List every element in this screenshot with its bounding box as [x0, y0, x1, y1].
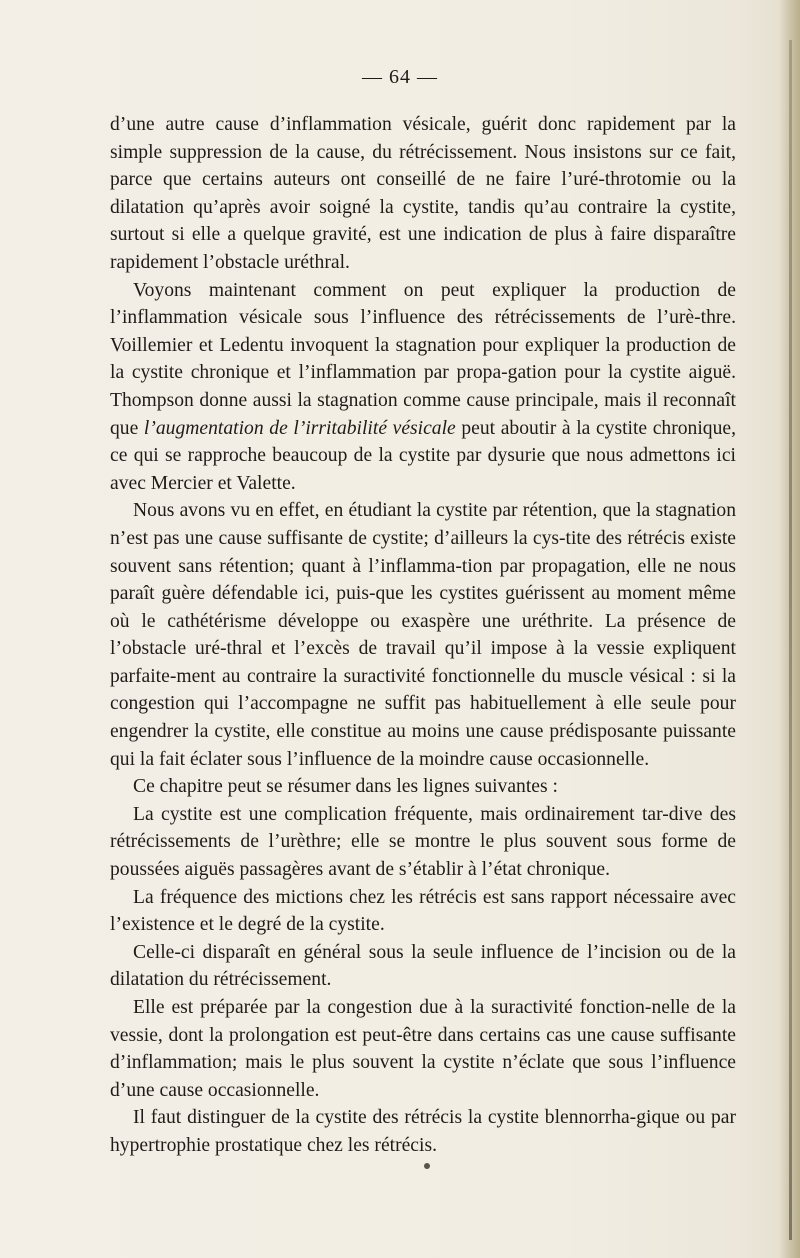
paragraph-1: d’une autre cause d’inflammation vésicale, guérit donc rapidement par la simple suppression de la cause, du rétrécissement. Nous insistons sur ce fait, parce que certains auteurs ont conseillé de ne faire l’uré-throtomie ou la dilatation qu’après avoir soigné la cystite, tandis qu’au contraire la cystite, surtout si elle a quelque gravité, est une indication de plus à faire disparaître rapidement l’obstacle uréthral.: [110, 114, 736, 273]
paragraph-7: Celle-ci disparaît en général sous la seule influence de l’incision ou de la dilatation du rétrécissement.: [110, 941, 736, 991]
paragraph-6: La fréquence des mictions chez les rétrécis est sans rapport nécessaire avec l’existence et le degré de la cystite.: [110, 886, 736, 936]
paragraph-2: [110, 277, 736, 498]
binding-edge-line: [789, 40, 792, 1240]
ink-spot: [424, 1163, 430, 1169]
paragraph-4: Ce chapitre peut se résumer dans les lignes suivantes :: [133, 776, 558, 798]
paragraph-8: Elle est préparée par la congestion due à la suractivité fonction-nelle de la vessie, dont la prolongation est peut-être dans certains cas une cause suffisante d’inflammation; mais le plus souvent la cystite n’éclate que sous l’influence d’une cause occasionnelle.: [110, 997, 736, 1101]
paragraph-5: La cystite est une complication fréquente, mais ordinairement tar-dive des rétrécissements de l’urèthre; elle se montre le plus souvent sous forme de poussées aiguës passagères avant de s’établir à l’état chronique.: [110, 803, 736, 881]
body-text: [110, 111, 736, 1160]
paragraph-2-part-1: Voyons maintenant comment on peut expliquer la production de l’inflammation vésicale sous l’influence des rétrécissements de l’urè-thre. Voillemier et Ledentu invoquent la stagnation pour expliquer la production de la cystite chronique et l’inflammation par propa-gation pour la cystite aiguë. Thompson donne aussi la stagnation comme cause principale, mais il reconnaît que: [110, 279, 736, 439]
paragraph-3: Nous avons vu en effet, en étudiant la cystite par rétention, que la stagnation n’est pas une cause suffisante de cystite; d’ailleurs la cys-tite des rétrécis existe souvent sans rétention; quant à l’inflamma-tion par propagation, elle ne nous paraît guère défendable ici, puis-que les cystites guérissent au moment même où le cathétérisme développe ou exaspère une uréthrite. La présence de l’obstacle uré-thral et l’excès de travail qu’il impose à la vessie expliquent parfaite-ment au contraire la suractivité fonctionnelle du muscle vésical : si la congestion qui l’accompagne ne suffit pas habituellement à elle seule pour engendrer la cystite, elle constitue au moins une cause prédisposante puissante qui la fait éclater sous l’influence de la moindre cause occasionnelle.: [110, 500, 736, 770]
page-number: — 64 —: [362, 66, 438, 88]
paragraph-9: Il faut distinguer de la cystite des rétrécis la cystite blennorrha-gique ou par hypertrophie prostatique chez les rétrécis.: [110, 1107, 736, 1156]
italic-phrase: l’augmentation de l’irritabilité vésicale: [143, 417, 456, 439]
paragraph-2-part-2: peut aboutir à la cystite chronique, ce qui se rapproche beaucoup de la cystite par dysurie que nous admettons ici avec Mercier et Valette.: [110, 417, 736, 494]
